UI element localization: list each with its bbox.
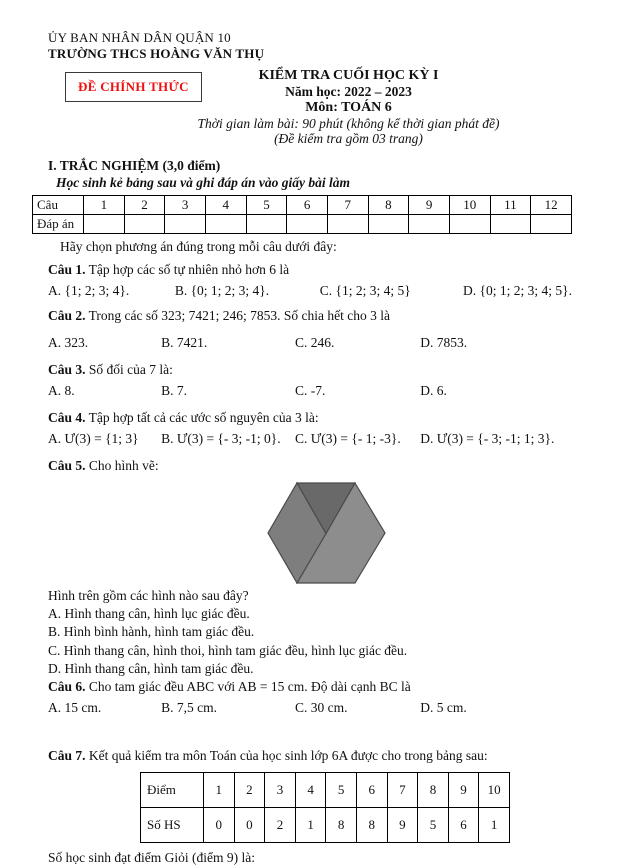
score-table-point-cell: 3 xyxy=(265,773,296,808)
answer-grid-empty-cell xyxy=(490,215,531,234)
question-5-text: Cho hình vẽ: xyxy=(85,458,159,473)
answer-grid-number-cell: 9 xyxy=(409,196,450,215)
school-name: TRƯỜNG THCS HOÀNG VĂN THỤ xyxy=(48,46,265,61)
question-3-label: Câu 3. xyxy=(48,362,86,377)
score-table-counts-row xyxy=(141,808,510,843)
score-table-point-cell: 2 xyxy=(234,773,265,808)
question-3 xyxy=(48,361,597,379)
option-c: C. 246. xyxy=(295,335,335,350)
school-year: Năm học: 2022 – 2023 xyxy=(285,84,412,99)
answer-grid-empty-cell xyxy=(124,215,165,234)
hexagon-figure-svg xyxy=(260,478,393,586)
option-b: B. 7421. xyxy=(161,335,208,350)
option-c: C. Hình thang cân, hình thoi, hình tam giác đều, hình lục giác đều. xyxy=(48,642,408,658)
question-7 xyxy=(48,747,597,765)
answer-grid-number-cell: 2 xyxy=(124,196,165,215)
answer-grid-empty-cell xyxy=(449,215,490,234)
question-5-label: Câu 5. xyxy=(48,458,86,473)
question-1-text: Tập hợp các số tự nhiên nhỏ hơn 6 là xyxy=(85,262,290,277)
option-a: A. Hình thang cân, hình lục giác đều. xyxy=(48,606,250,622)
score-table-point-cell: 10 xyxy=(479,773,510,808)
question-4-options xyxy=(48,430,597,448)
answer-grid-row-label: Câu xyxy=(33,196,84,215)
score-table-count-cell: 6 xyxy=(448,808,479,843)
score-table-point-cell: 1 xyxy=(204,773,235,808)
answer-grid-answer-row xyxy=(33,215,572,234)
score-table-point-cell: 8 xyxy=(418,773,449,808)
question-1 xyxy=(48,261,597,279)
score-table-count-cell: 5 xyxy=(418,808,449,843)
score-table-count-cell: 1 xyxy=(295,808,326,843)
question-2-options xyxy=(48,334,597,352)
answer-grid-number-cell: 6 xyxy=(287,196,328,215)
score-table-count-cell: 0 xyxy=(204,808,235,843)
option-c: C. -7. xyxy=(295,383,326,398)
score-table-count-cell: 8 xyxy=(326,808,357,843)
subject: Môn: TOÁN 6 xyxy=(305,99,392,115)
option-a: A. 8. xyxy=(48,383,75,398)
hexagon-figure xyxy=(260,478,393,586)
question-4-label: Câu 4. xyxy=(48,410,86,425)
option-b: B. {0; 1; 2; 3; 4}. xyxy=(174,283,270,298)
question-4 xyxy=(48,409,597,427)
option-a: A. {1; 2; 3; 4}. xyxy=(48,283,130,298)
option-c: C. {1; 2; 3; 4; 5} xyxy=(319,283,411,298)
question-1-options xyxy=(48,282,597,300)
answer-grid-number-cell: 5 xyxy=(246,196,287,215)
answer-grid-question-row xyxy=(33,196,572,215)
question-2-text: Trong các số 323; 7421; 246; 7853. Số chia hết cho 3 là xyxy=(85,308,390,323)
option-b: B. 7,5 cm. xyxy=(161,700,217,716)
score-table-count-cell: 0 xyxy=(234,808,265,843)
score-table-row-label: Điểm xyxy=(141,773,204,808)
pages-note: (Đề kiểm tra gồm 03 trang) xyxy=(274,131,423,146)
answer-grid-empty-cell xyxy=(246,215,287,234)
answer-grid-number-cell: 1 xyxy=(84,196,125,215)
score-table-row-label: Số HS xyxy=(141,808,204,843)
option-a: A. Ư(3) = {1; 3} xyxy=(48,431,139,446)
organization-name: ỦY BAN NHÂN DÂN QUẬN 10 xyxy=(48,30,231,45)
score-table-count-cell: 8 xyxy=(356,808,387,843)
option-d: D. Ư(3) = {- 3; -1; 1; 3}. xyxy=(420,431,555,446)
section1-instruction: Học sinh kẻ bảng sau và ghi đáp án vào giấy bài làm xyxy=(56,175,351,190)
answer-grid-number-cell: 3 xyxy=(165,196,206,215)
choose-note: Hãy chọn phương án đúng trong mỗi câu dưới đây: xyxy=(60,239,337,254)
duration-note: Thời gian làm bài: 90 phút (không kể thời gian phát đề) xyxy=(197,115,500,131)
section1-heading: I. TRẮC NGHIỆM (3,0 điểm) xyxy=(48,158,221,173)
score-table-point-cell: 9 xyxy=(448,773,479,808)
answer-grid-empty-cell xyxy=(409,215,450,234)
option-d: D. 6. xyxy=(420,383,447,398)
answer-grid-number-cell: 8 xyxy=(368,196,409,215)
option-d: D. Hình thang cân, hình tam giác đều. xyxy=(48,660,254,676)
question-4-text: Tập hợp tất cả các ước số nguyên của 3 là: xyxy=(85,410,319,425)
score-table-points-row xyxy=(141,773,510,808)
answer-grid-number-cell: 12 xyxy=(531,196,572,215)
option-b: B. 7. xyxy=(161,383,187,398)
question-3-text: Số đối của 7 là: xyxy=(85,362,173,377)
option-b: B. Hình bình hành, hình tam giác đều. xyxy=(48,624,255,640)
option-d: D. 7853. xyxy=(420,335,468,350)
question-2-label: Câu 2. xyxy=(48,308,86,323)
answer-grid-row-label: Đáp án xyxy=(33,215,84,234)
answer-grid-empty-cell xyxy=(205,215,246,234)
answer-grid-table xyxy=(32,195,572,234)
question-7-label: Câu 7. xyxy=(48,748,86,764)
option-a: A. 323. xyxy=(48,335,89,350)
answer-grid-empty-cell xyxy=(287,215,328,234)
answer-grid-number-cell: 11 xyxy=(490,196,531,215)
question-6-options xyxy=(48,699,597,717)
answer-grid-empty-cell xyxy=(165,215,206,234)
answer-grid-number-cell: 4 xyxy=(205,196,246,215)
option-d: D. 5 cm. xyxy=(420,700,467,716)
score-table-point-cell: 6 xyxy=(356,773,387,808)
option-b: B. Ư(3) = {- 3; -1; 0}. xyxy=(161,431,281,446)
question-6-label: Câu 6. xyxy=(48,679,86,695)
question-7-text: Kết quả kiểm tra môn Toán của học sinh lớp 6A được cho trong bảng sau: xyxy=(85,748,488,764)
option-c: C. 30 cm. xyxy=(295,700,348,716)
option-a: A. 15 cm. xyxy=(48,700,102,716)
question-2 xyxy=(48,307,597,325)
question-6-text: Cho tam giác đều ABC với AB = 15 cm. Độ dài cạnh BC là xyxy=(85,679,411,695)
answer-grid-number-cell: 7 xyxy=(327,196,368,215)
score-table-point-cell: 5 xyxy=(326,773,357,808)
option-c: C. Ư(3) = {- 1; -3}. xyxy=(295,431,401,446)
question-1-label: Câu 1. xyxy=(48,262,86,277)
score-table-count-cell: 2 xyxy=(265,808,296,843)
score-table xyxy=(140,772,510,843)
score-table-point-cell: 7 xyxy=(387,773,418,808)
exam-title: KIỂM TRA CUỐI HỌC KỲ I xyxy=(258,68,439,83)
question-6 xyxy=(48,678,597,696)
answer-grid-empty-cell xyxy=(327,215,368,234)
official-exam-stamp: ĐỀ CHÍNH THỨC xyxy=(65,72,202,102)
question-5 xyxy=(48,457,597,475)
exam-header xyxy=(48,68,597,152)
answer-grid-empty-cell xyxy=(84,215,125,234)
score-table-count-cell: 1 xyxy=(479,808,510,843)
question-5-stem: Hình trên gồm các hình nào sau đây? xyxy=(48,588,249,603)
answer-grid-number-cell: 10 xyxy=(449,196,490,215)
question-7-footer: Số học sinh đạt điểm Giỏi (điểm 9) là: xyxy=(48,850,255,866)
question-3-options xyxy=(48,382,597,400)
option-d: D. {0; 1; 2; 3; 4; 5}. xyxy=(463,283,572,298)
score-table-count-cell: 9 xyxy=(387,808,418,843)
score-table-point-cell: 4 xyxy=(295,773,326,808)
answer-grid-empty-cell xyxy=(531,215,572,234)
answer-grid-empty-cell xyxy=(368,215,409,234)
